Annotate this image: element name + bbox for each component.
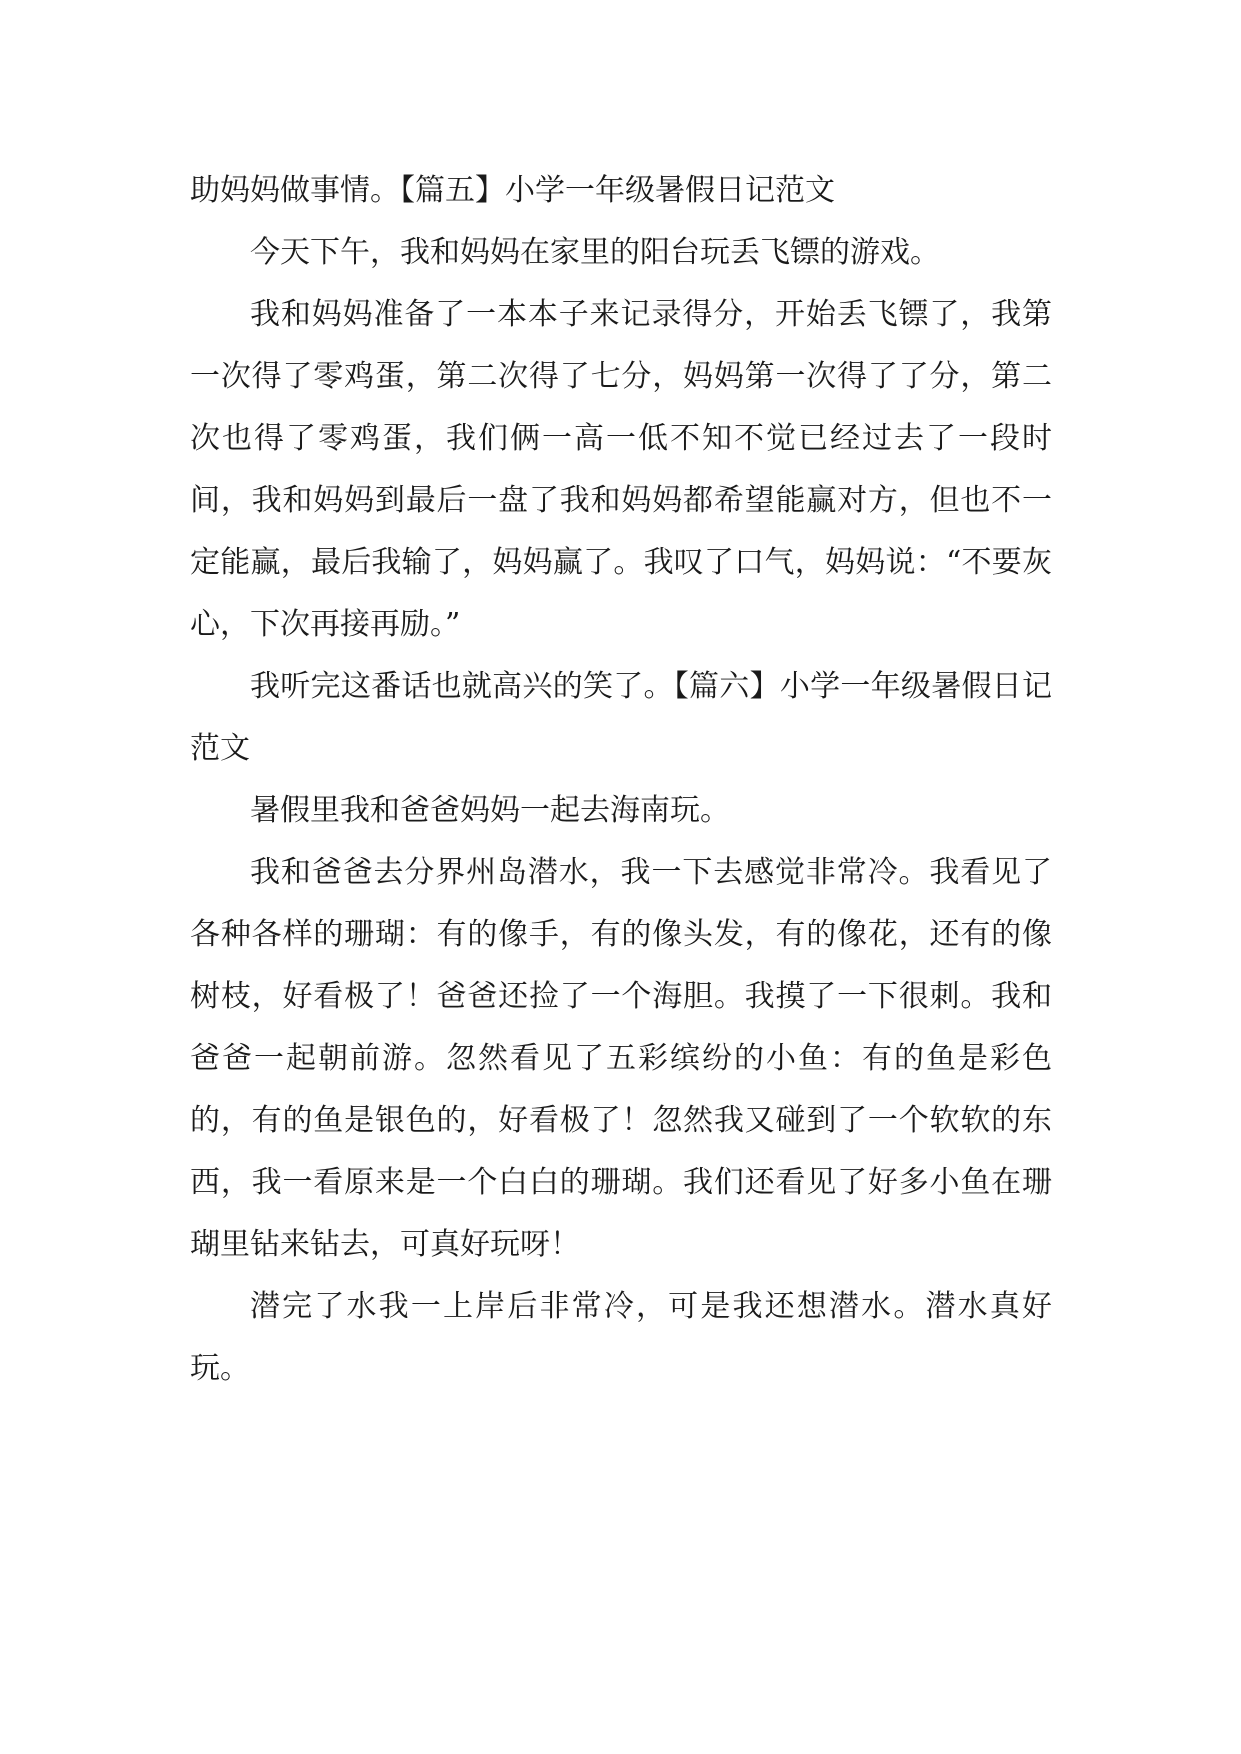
paragraph-continued: 助妈妈做事情。【篇五】小学一年级暑假日记范文 [190,173,835,208]
paragraph: 我和妈妈准备了一本本子来记录得分，开始丢飞镖了，我第一次得了零鸡蛋，第二次得了七分，妈妈第一次得了了分，第二次也得了零鸡蛋，我们俩一高一低不知不觉已经过去了一段时间，我和妈妈到最后一盘了我和妈妈都希望能赢对方，但也不一定能赢，最后我输了，妈妈赢了。我叹了口气，妈妈说：“不要灰心，下次再接再励。” [190,297,1052,642]
paragraph: 今天下午，我和妈妈在家里的阳台玩丢飞镖的游戏。 [250,235,940,270]
paragraph: 我听完这番话也就高兴的笑了。【篇六】小学一年级暑假日记范文 [190,669,1052,766]
paragraph: 暑假里我和爸爸妈妈一起去海南玩。 [250,793,730,828]
paragraph: 潜完了水我一上岸后非常冷，可是我还想潜水。潜水真好玩。 [190,1289,1052,1386]
document-body [190,160,1052,1400]
paragraph: 我和爸爸去分界州岛潜水，我一下去感觉非常冷。我看见了各种各样的珊瑚：有的像手，有的像头发，有的像花，还有的像树枝，好看极了！爸爸还捡了一个海胆。我摸了一下很刺。我和爸爸一起朝前游。忽然看见了五彩缤纷的小鱼：有的鱼是彩色的，有的鱼是银色的，好看极了！忽然我又碰到了一个软软的东西，我一看原来是一个白白的珊瑚。我们还看见了好多小鱼在珊瑚里钻来钻去，可真好玩呀！ [190,855,1052,1262]
